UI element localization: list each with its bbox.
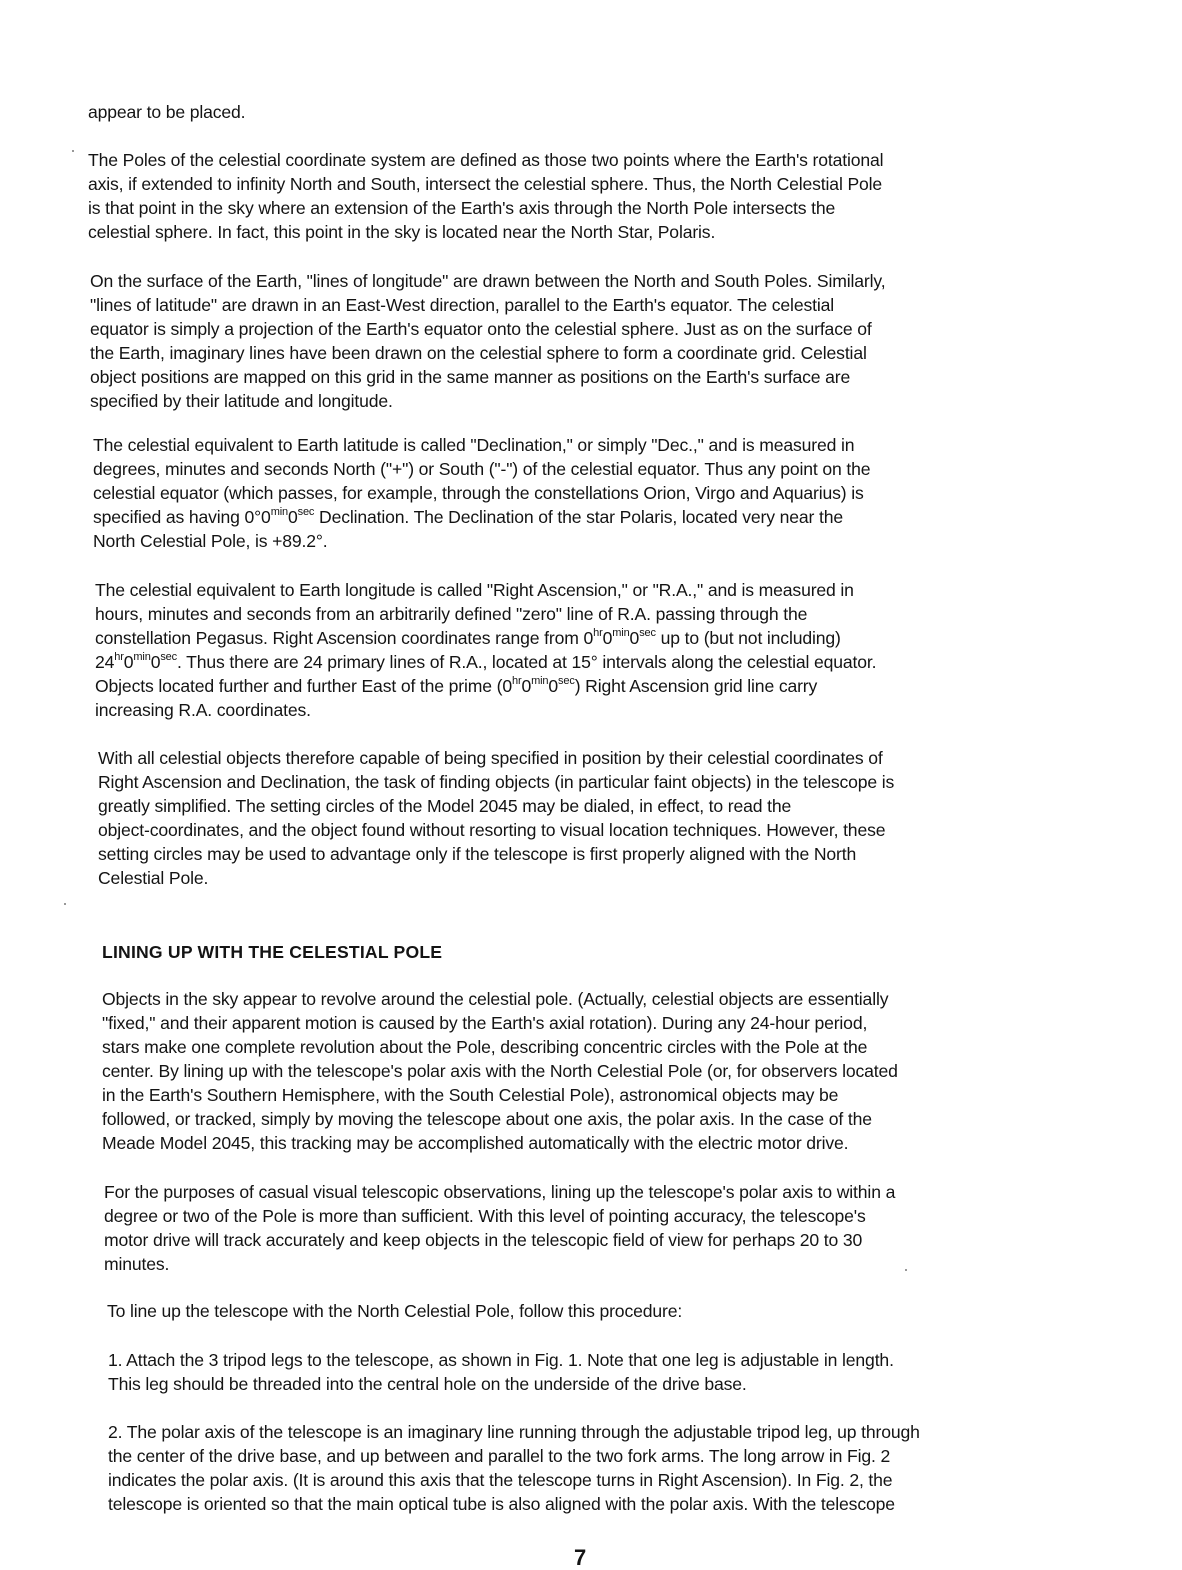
text-line: stars make one complete revolution about the Pole, describing concentric circles with the Pole at the — [102, 1037, 868, 1057]
text-line: 1. Attach the 3 tripod legs to the telescope, as shown in Fig. 1. Note that one leg is adjustable in length. — [108, 1350, 894, 1370]
text-segment: 0 — [287, 507, 298, 527]
text-line: object-coordinates, and the object found without resorting to visual location techniques. However, these — [98, 820, 886, 840]
superscript: sec — [160, 651, 177, 664]
text-line: celestial sphere. In fact, this point in the sky is located near the North Star, Polaris. — [88, 222, 716, 242]
text-line: equator is simply a projection of the Earth's equator onto the celestial sphere. Just as on the surface of — [90, 319, 872, 339]
step-1 — [108, 1348, 894, 1396]
text-line: degrees, minutes and seconds North ("+") or South ("-") of the celestial equator. Thus any point on the — [93, 459, 871, 479]
text-line: the center of the drive base, and up between and parallel to the two fork arms. The long arrow in Fig. 2 — [108, 1446, 891, 1466]
text-segment: ) Right Ascension grid line carry — [574, 676, 818, 696]
paragraph-intro — [88, 100, 245, 124]
text-line: in the Earth's Southern Hemisphere, with the South Celestial Pole), astronomical objects may be — [102, 1085, 839, 1105]
text-line: center. By lining up with the telescope's polar axis with the North Celestial Pole (or, for observers located — [102, 1061, 898, 1081]
text-line: greatly simplified. The setting circles of the Model 2045 may be dialed, in effect, to read the — [98, 796, 792, 816]
superscript: min — [133, 651, 151, 664]
text-line: With all celestial objects therefore capable of being specified in position by their celestial coordinates of — [98, 748, 883, 768]
text-line: increasing R.A. coordinates. — [95, 700, 311, 720]
text-line: motor drive will track accurately and keep objects in the telescopic field of view for perhaps 20 to 30 — [104, 1230, 863, 1250]
superscript: hr — [114, 651, 124, 664]
paragraph-celestial-poles — [88, 148, 883, 244]
paragraph-right-ascension — [95, 578, 876, 722]
text-line: Meade Model 2045, this tracking may be accomplished automatically with the electric motor drive. — [102, 1133, 849, 1153]
text-line: The celestial equivalent to Earth latitude is called "Declination," or simply "Dec.," and is measured in — [93, 435, 855, 455]
text-line: telescope is oriented so that the main optical tube is also aligned with the polar axis. With the telescope — [108, 1494, 895, 1514]
text-line: setting circles may be used to advantage only if the telescope is first properly aligned with the North — [98, 844, 857, 864]
text-segment: . Thus there are 24 primary lines of R.A., located at 15° intervals along the celestial equator. — [177, 652, 877, 672]
text-segment: 0 — [150, 652, 161, 672]
superscript: min — [612, 627, 630, 640]
text-line: degree or two of the Pole is more than sufficient. With this level of pointing accuracy, the telescope's — [104, 1206, 866, 1226]
paragraph-pointing-accuracy — [104, 1180, 895, 1276]
text-segment: specified as having 0°0 — [93, 507, 271, 527]
text-line — [95, 650, 876, 674]
text-line: Celestial Pole. — [98, 868, 209, 888]
text-line: indicates the polar axis. (It is around this axis that the telescope turns in Right Ascension). In Fig. 2, the — [108, 1470, 893, 1490]
text-segment: Objects located further and further East of the prime (0 — [95, 676, 512, 696]
text-line: is that point in the sky where an extension of the Earth's axis through the North Pole intersects the — [88, 198, 836, 218]
text-line: specified by their latitude and longitude. — [90, 391, 393, 411]
superscript: sec — [558, 675, 575, 688]
superscript: min — [270, 506, 288, 519]
superscript: hr — [512, 675, 522, 688]
text-line: "lines of latitude" are drawn in an East-West direction, parallel to the Earth's equator. The celestial — [90, 295, 834, 315]
paragraph-declination — [93, 433, 870, 553]
section-heading: LINING UP WITH THE CELESTIAL POLE — [102, 942, 443, 962]
page-number: 7 — [574, 1545, 587, 1570]
text-line: followed, or tracked, simply by moving the telescope about one axis, the polar axis. In the case of the — [102, 1109, 872, 1129]
text-segment: 0 — [548, 676, 559, 696]
text-line: The Poles of the celestial coordinate system are defined as those two points where the Earth's rotational — [88, 150, 884, 170]
text-line: the Earth, imaginary lines have been drawn on the celestial sphere to form a coordinate grid. Celestial — [90, 343, 867, 363]
text-line: The celestial equivalent to Earth longitude is called "Right Ascension," or "R.A.," and is measured in — [95, 580, 854, 600]
text-line: Objects in the sky appear to revolve around the celestial pole. (Actually, celestial objects are essentially — [102, 989, 889, 1009]
text-segment: 0 — [602, 628, 613, 648]
scan-speck — [64, 903, 66, 905]
text-line: "fixed," and their apparent motion is caused by the Earth's axial rotation). During any 24-hour period, — [102, 1013, 868, 1033]
paragraph-latitude-longitude — [90, 269, 885, 413]
text-line: minutes. — [104, 1254, 170, 1274]
paragraph-procedure-intro — [107, 1299, 682, 1323]
text-segment: Declination. The Declination of the star Polaris, located very near the — [314, 507, 843, 527]
text-segment: 0 — [123, 652, 134, 672]
text-line: For the purposes of casual visual telescopic observations, lining up the telescope's polar axis to within a — [104, 1182, 896, 1202]
text-line: On the surface of the Earth, "lines of longitude" are drawn between the North and South Poles. Similarly, — [90, 271, 886, 291]
text-segment: up to (but not including) — [655, 628, 841, 648]
superscript: sec — [639, 627, 656, 640]
text-segment: 0 — [521, 676, 532, 696]
text-line: 2. The polar axis of the telescope is an imaginary line running through the adjustable tripod leg, up through — [108, 1422, 920, 1442]
text-line: hours, minutes and seconds from an arbitrarily defined "zero" line of R.A. passing through the — [95, 604, 808, 624]
text-segment: constellation Pegasus. Right Ascension coordinates range from 0 — [95, 628, 594, 648]
superscript: hr — [593, 627, 603, 640]
scan-speck — [72, 150, 74, 152]
text-line: appear to be placed. — [88, 102, 246, 122]
text-line: axis, if extended to infinity North and South, intersect the celestial sphere. Thus, the North Celestial Pole — [88, 174, 883, 194]
text-line — [95, 626, 876, 650]
paragraph-apparent-motion — [102, 987, 898, 1155]
superscript: min — [531, 675, 549, 688]
superscript: sec — [297, 506, 315, 519]
text-segment: 24 — [95, 652, 115, 672]
text-line: Right Ascension and Declination, the task of finding objects (in particular faint objects) in the telescope is — [98, 772, 895, 792]
text-line: celestial equator (which passes, for example, through the constellations Orion, Virgo and Aquarius) is — [93, 483, 864, 503]
text-line — [93, 505, 870, 529]
step-2 — [108, 1420, 920, 1516]
text-line: This leg should be threaded into the central hole on the underside of the drive base. — [108, 1374, 747, 1394]
paragraph-setting-circles — [98, 746, 894, 890]
scan-speck — [905, 1269, 907, 1271]
text-segment: 0 — [629, 628, 640, 648]
text-line: To line up the telescope with the North Celestial Pole, follow this procedure: — [107, 1301, 683, 1321]
text-line: North Celestial Pole, is +89.2°. — [93, 531, 328, 551]
text-line: object positions are mapped on this grid in the same manner as positions on the Earth's surface are — [90, 367, 851, 387]
text-line — [95, 674, 876, 698]
